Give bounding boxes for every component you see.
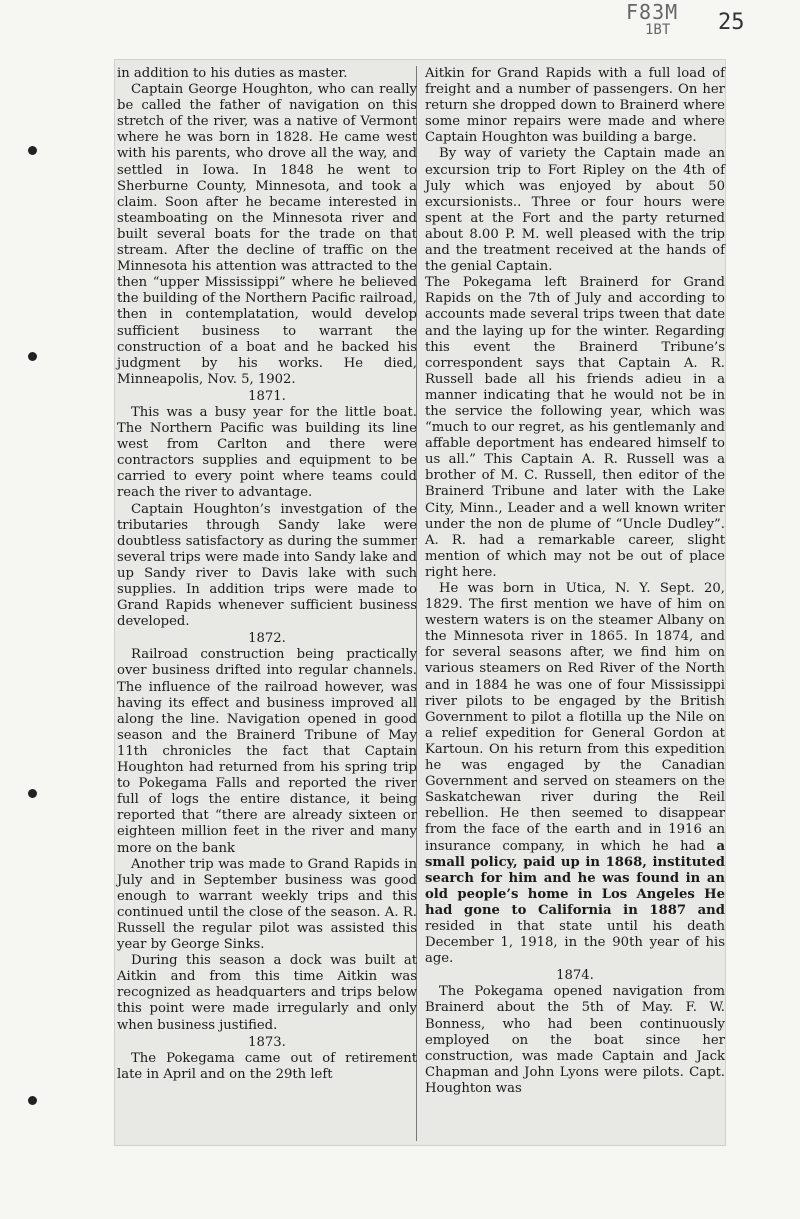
paragraph: Captain Houghton’s investgation of the tributaries through Sandy lake were doubtless satisfactory as during the summer several trips were made into Sandy lake and up Sandy river to Davis lake with such supplies. In addition trips were made to Grand Rapids whenever sufficient business developed. [117, 501, 417, 630]
paragraph: The Pokegama opened navigation from Brainerd about the 5th of May. F. W. Bonness, who had been continuously employed on the boat since her construction, was made Captain and Jack Chapman and John Lyons were pilots. Capt. Houghton was [425, 984, 725, 1096]
binder-hole [28, 146, 37, 155]
paragraph: By way of variety the Captain made an excursion trip to Fort Ripley on the 4th of July which was enjoyed by about 50 excursionists.. Three or four hours were spent at the Fort and the party returned about 8.00 P. M. well pleased with the trip and the treatment received at the hands of the genial Captain. [425, 146, 725, 275]
paragraph: Railroad construction being practically over business drifted into regular channels. The influence of the railroad however, was having its effect and business improved all along the line. Navigation opened in good season and the Brainerd Tribune of May 11th chronicles the fact that Captain Houghton had returned from his spring trip to Pokegama Falls and reported the river full of logs the entire distance, it being reported that “there are already sixteen or eighteen million feet in the river and many more on the bank [117, 647, 417, 856]
left-column [117, 66, 417, 1083]
year-heading-1871: 1871. [248, 388, 286, 404]
paragraph: Captain George Houghton, who can really be called the father of navigation on this stretch of the river, was a native of Vermont where he was born in 1828. He came west with his parents, who drove all the way, and settled in Iowa. In 1848 he went to Sherburne County, Minnesota, and took a claim. Soon after he became interested in steamboating on the Minnesota river and built several boats for the trade on that stream. After the decline of traffic on the Minnesota his attention was attracted to the then “upper Mississippi” where he believed the building of the Northern Pacific railroad, then in contemplatation, would develop sufficient business to warrant the construction of a boat and he backed his judgment by his works. He died, Minneapolis, Nov. 5, 1902. [117, 82, 417, 387]
right-column [425, 66, 725, 1097]
paragraph: Another trip was made to Grand Rapids in July and in September business was good enough to warrant weekly trips and this continued until the close of the season. A. R. Russell the regular pilot was assisted this year by George Sinks. [117, 856, 417, 953]
archive-code-annotation: F83M [626, 0, 679, 24]
year-heading-1873: 1873. [248, 1034, 286, 1050]
binder-hole [28, 789, 37, 798]
binder-hole [28, 352, 37, 361]
paragraph: During this season a dock was built at Aitkin and from this time Aitkin was recognized as headquarters and trips below this point were made irregularly and only when business justified. [117, 953, 417, 1033]
paragraph [425, 581, 725, 967]
paragraph: This was a busy year for the little boat. The Northern Pacific was building its line west from Carlton and there were contractors supplies and equipment to be carried to every point where teams could reach the river to advantage. [117, 404, 417, 501]
year-heading-1872: 1872. [248, 631, 286, 647]
paragraph-text: resided in that state until his death December 1, 1918, in the 90th year of his age. [425, 918, 725, 967]
paragraph: The Pokegama came out of retirement late in April and on the 29th left [117, 1050, 417, 1082]
paragraph-text: He was born in Utica, N. Y. Sept. 20, 1829. The first mention we have of him on western waters is on the steamer Albany on the Minnesota river in 1865. In 1874, and for several seasons after, we find him on various steamers on Red River of the North and in 1884 he was one of four Mississippi river pilots to be engaged by the British Government to pilot a flotilla up the Nile on a relief expedition for General Gordon at Kartoun. On his return from this expedition he was engaged by the Canadian Government and served on steamers on the Saskatchewan river during the Reil rebellion. He then seemed to disappear from the face of the earth and in 1916 an insurance company, in which he had [425, 581, 725, 854]
binder-hole [28, 1096, 37, 1105]
year-heading-1874: 1874. [556, 968, 594, 984]
paragraph: in addition to his duties as master. [117, 66, 348, 81]
page-number: 25 [718, 10, 745, 35]
paragraph: The Pokegama left Brainerd for Grand Rapids on the 7th of July and according to accounts made several trips tween that date and the laying up for the winter. Regarding this event the Brainerd Tribune’s correspondent says that Captain A. R. Russell bade all his friends adieu in a manner indicating that he would not be in the service the following year, which was “much to our regret, as his gentlemanly and affable deportment has endeared himself to us all.” This Captain A. R. Russell was a brother of M. C. Russell, then editor of the Brainerd Tribune and later with the Lake City, Minn., Leader and a well known writer under the non de plume of “Uncle Dudley”. A. R. had a remarkable career, slight mention of which may not be out of place right here. [425, 275, 725, 580]
emphasized-text: a small policy, paid up in 1868, instituted search for him and he was found in an old people’s home in Los Angeles He had gone to California in 1887 and [425, 838, 725, 918]
paragraph: Aitkin for Grand Rapids with a full load of freight and a number of passengers. On her return she dropped down to Brainerd where some minor repairs were made and where Captain Houghton was building a barge. [425, 66, 725, 146]
archive-sub-annotation: 1BT [645, 22, 671, 38]
